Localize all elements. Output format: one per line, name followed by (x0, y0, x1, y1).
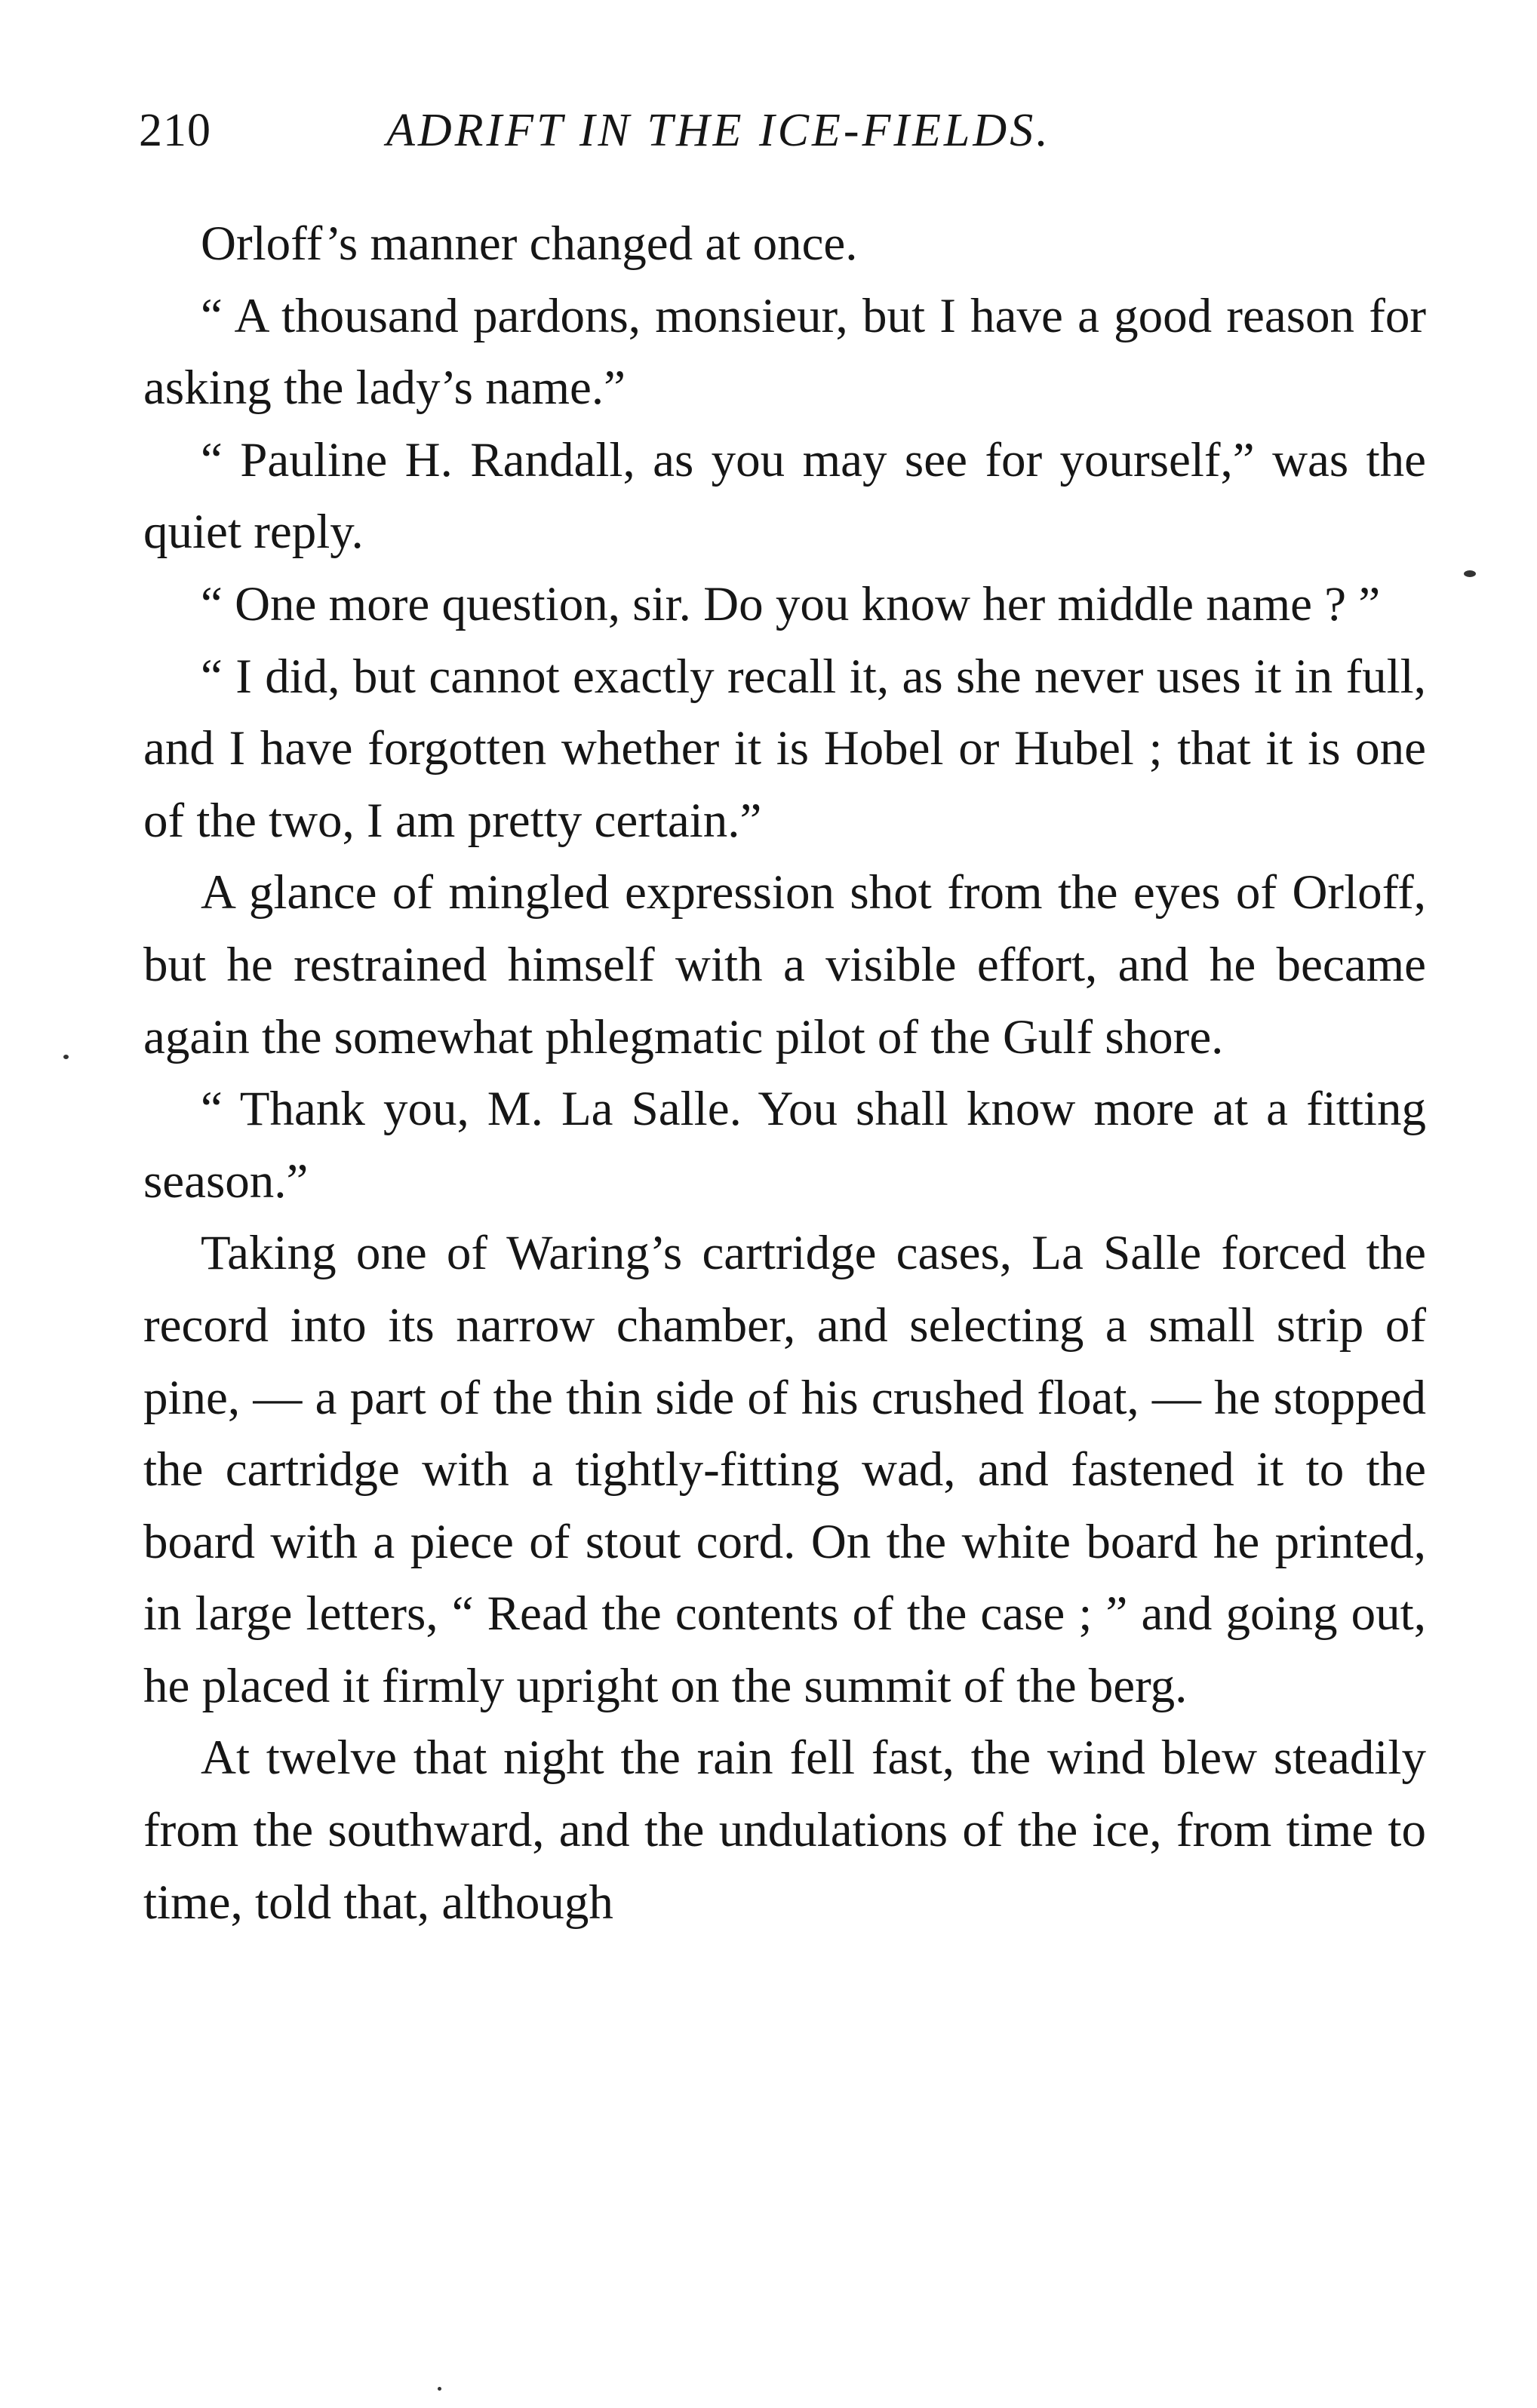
scan-speck (1464, 570, 1476, 577)
paragraph: “ I did, but cannot exactly recall it, as she never uses it in full, and I have forgotten whether it is Hobel or Hubel ; that it is one of the two, I am pretty certain.” (143, 649, 1426, 848)
paragraph: Taking one of Waring’s cartridge cases, La Salle forced the record into its narrow chamber, and selecting a small strip of pine, — a part of the thin side of his crushed float, — he stopped the cartridge with a tightly-fitting wad, and fastened it to the board with a piece of stout cord. On the white board he printed, in large letters, “ Read the contents of the case ; ” and going out, he placed it firmly upright on the summit of the berg. (143, 1226, 1426, 1713)
scan-speck (438, 2387, 441, 2391)
paragraph: “ A thousand pardons, monsieur, but I have a good reason for asking the lady’s name.” (143, 288, 1426, 416)
paragraph: Orloff’s manner changed at once. (201, 217, 858, 271)
running-title: ADRIFT IN THE ICE-FIELDS. (386, 105, 1051, 156)
paragraph: A glance of mingled expression shot from the eyes of Orloff, but he restrained himself with a visible effort, and he became again the somewhat phlegmatic pilot of the Gulf shore. (143, 865, 1426, 1064)
page-header (124, 104, 1422, 164)
paragraph: “ Thank you, M. La Salle. You shall know more at a fitting season.” (143, 1082, 1426, 1209)
scan-speck (63, 1055, 69, 1059)
paragraph: “ Pauline H. Randall, as you may see for yourself,” was the quiet reply. (143, 432, 1426, 560)
paragraph: At twelve that night the rain fell fast, the wind blew steadily from the southward, and the undulations of the ice, from time to time, told that, although (143, 1731, 1426, 1930)
body-text (143, 208, 1426, 1939)
page-number: 210 (139, 105, 211, 156)
paragraph: “ One more question, sir. Do you know her middle name ? ” (201, 576, 1381, 631)
